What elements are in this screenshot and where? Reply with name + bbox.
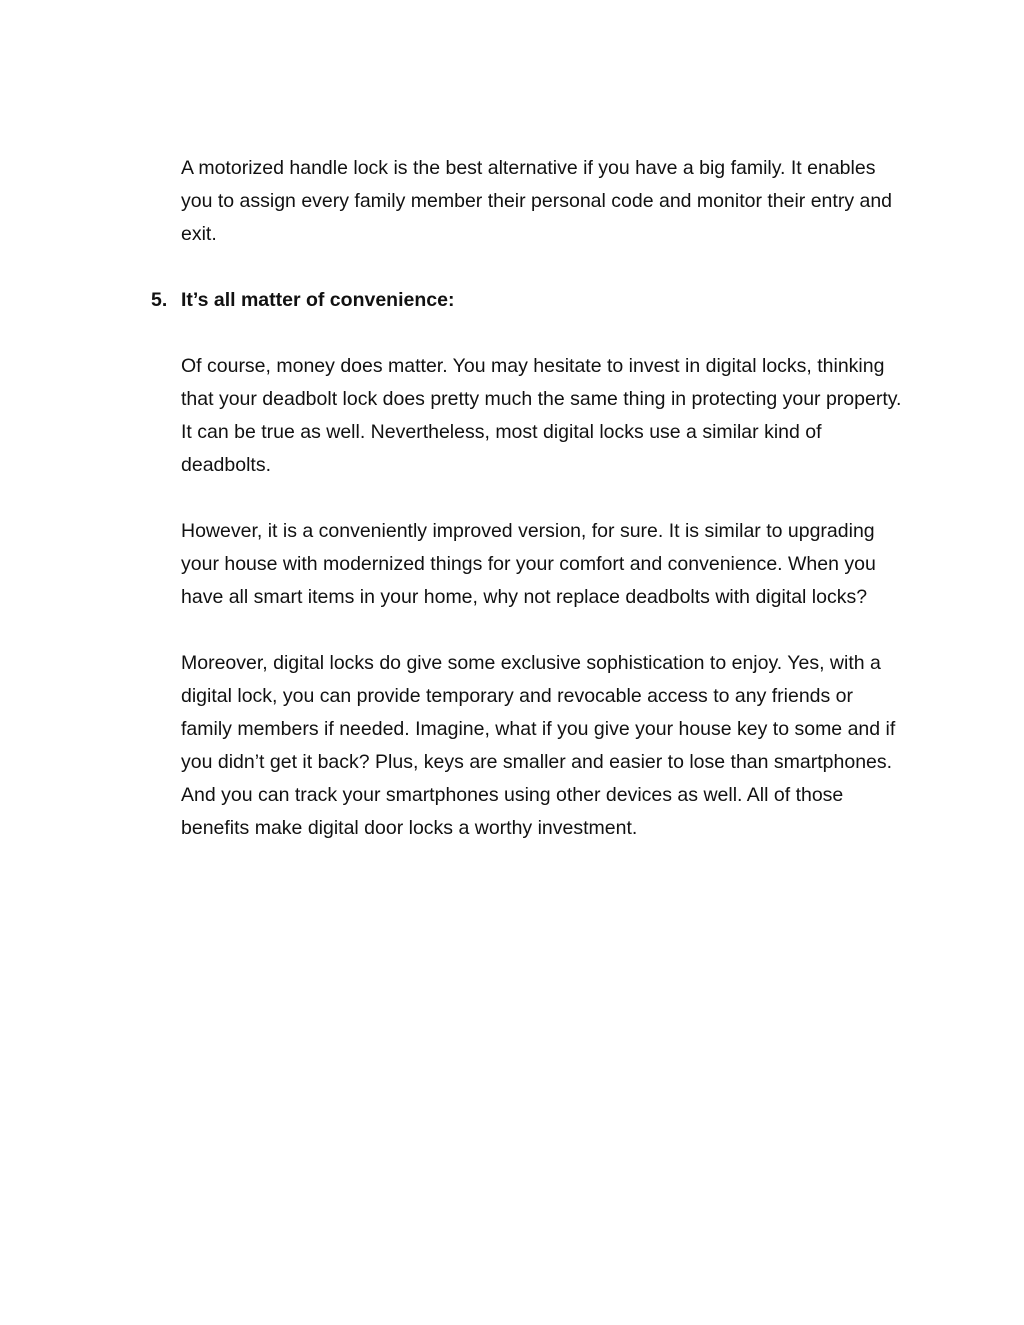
- section-title: It’s all matter of convenience:: [181, 289, 455, 311]
- paragraph-gap: [181, 482, 906, 515]
- paragraph-improved-version: However, it is a conveniently improved version, for sure. It is similar to upgrading your house with modernized things for your comfort and convenience. When you have all smart items in your home, why not replace deadbolts with digital locks?: [181, 520, 876, 608]
- paragraph-gap: [181, 251, 906, 284]
- paragraph-money-matters: Of course, money does matter. You may hesitate to invest in digital locks, thinking that your deadbolt lock does pretty much the same thing in protecting your property. It can be true as well. Nevertheless, most digital locks use a similar kind of deadbolts.: [181, 355, 902, 476]
- paragraph-motorized-handle-lock: A motorized handle lock is the best alternative if you have a big family. It enables you to assign every family member their personal code and monitor their entry and exit.: [181, 157, 893, 245]
- paragraph-gap: [181, 317, 906, 350]
- paragraph-exclusive-sophistication: Moreover, digital locks do give some exclusive sophistication to enjoy. Yes, with a digital lock, you can provide temporary and revocable access to any friends or family members if needed. Imagine, what if you give your house key to some and if you didn’t get it back? Plus, keys are smaller and easier to lose than smartphones. And you can track your smartphones using other devices as well. All of those benefits make digital door locks a worthy investment.: [181, 652, 896, 839]
- paragraph-gap: [181, 614, 906, 647]
- section-heading: [151, 284, 906, 317]
- document-content: [151, 152, 906, 845]
- section-number: 5.: [151, 289, 168, 311]
